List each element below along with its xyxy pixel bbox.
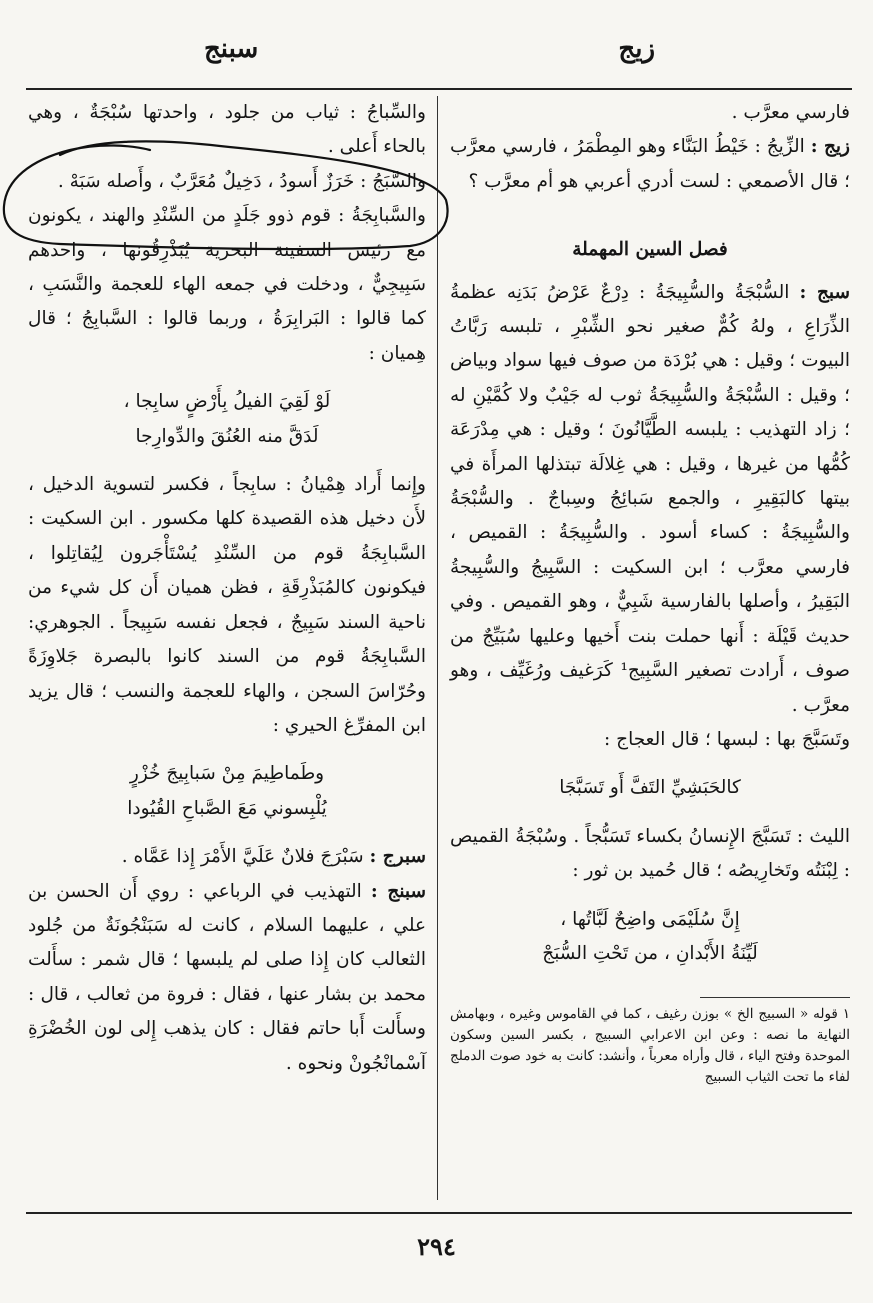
dictionary-entry	[28, 840, 426, 874]
running-header-left: سبنج	[204, 34, 259, 64]
paragraph: والسَّبَجُ : خَرَزٌ أَسودُ ، دَخِيلٌ مُعَرَّبٌ ، وأَصله سَبَهْ .	[57, 170, 426, 192]
footer-rule	[26, 1212, 852, 1214]
dictionary-entry	[450, 130, 850, 199]
dictionary-entry	[450, 276, 850, 723]
entry-text: السُّبْجَةُ والسُّبِيجَةُ : دِرْعٌ عَرْضُ بَدَنِه عظمةُ الذِّرَاعِ ، ولهُ كُمٌّ صغير نحو الشِّبْرِ ، تلبسه رَبَّاتُ البيوت ؛ وقيل : هي بُرْدَة من صوف فيها سواد وبياض ؛ وقيل : السُّبْجَةُ والسُّبِيجَةُ ثوب له جَيْبٌ ولا كُمَّيْنِ له ؛ زاد التهذيب : يلبسه الطَّيَّانُونَ ؛ وقيل : هي مِدْرَعَة كُمُّها من غيرها ، وقيل : هي غِلالَة تبتذلها المرأَة في بيتها كالبَقِيرِ ، والجمع سَبائِجُ وسِباجٌ . والسُّبْجَةُ والسُّبِيجَةُ : كساء أسود . والسُّبِيجَةُ : القميص ، فارسي معرَّب ؛ ابن السكيت : السَّبِيجُ والسُّبِيجةُ البَقِيرُ ، وأصلها بالفارسية شَبِيٌّ ، وهو القميص . وفي حديث قَيْلَة : أَنها حملت بنت أَخيها وعليها سُبَيِّجٌ من صوف ، أَرادت تصغير السَّبِيج¹ كَرَغيف ورُغَيِّف ، وهو معرَّب .	[450, 281, 850, 716]
page-number: ٢٩٤	[417, 1232, 456, 1261]
entry-text: سَبْرَجَ فلانٌ عَلَيَّ الأَمْرَ إِذا عَمَّاه .	[121, 846, 364, 868]
verse-line: كالحَبَشِيِّ التَفَّ أَو تَسَبَّجَا	[559, 777, 741, 799]
running-header-right: زيج	[618, 34, 655, 64]
entry-headword: سبج :	[799, 281, 850, 303]
spacer	[28, 743, 426, 757]
spacer	[450, 889, 850, 903]
entry-text: التهذيب في الرباعي : روي أَن الحسن بن علي ، عليهما السلام ، كانت له سَبَنْجُونَةٌ من جُلود الثعالب كان إِذا صلى لم يلبسها ؛ قال شمر : سأَلت محمد بن بشار عنها ، فقال : فروة من ثعالب ، قال : وسأَلت أَبا حاتم فقال : كان يذهب إِلى لون الخُضْرَةِ آسْمانْجُونْ ونحوه .	[28, 880, 426, 1074]
paragraph: فارسي معرَّب .	[731, 102, 850, 123]
verse-line: يُلْبِسوني مَعَ الصَّباحِ القُيُودا	[127, 797, 327, 819]
right-column	[450, 96, 850, 1088]
spacer	[450, 806, 850, 820]
verse-line: لَوْ لَقِيَ الفيلُ بِأَرْضٍ سابِجا ،	[123, 391, 331, 413]
spacer	[450, 757, 850, 771]
entry-headword: سبرج :	[369, 846, 426, 868]
entry-text: الزِّيجُ : خَيْطُ البَنَّاء وهو المِطْمَرُ ، فارسي معرَّب ؛ قال الأصمعي : لست أدري أعربي هو أم معرَّب ؟	[450, 136, 850, 192]
verse-line: إِنَّ سُلَيْمَى واضِحٌ لَبَّاتُها ،	[560, 908, 740, 930]
column-divider	[437, 96, 438, 1200]
spacer	[28, 371, 426, 385]
left-column	[28, 96, 426, 1081]
footnote-rule	[700, 997, 850, 998]
entry-headword: زيج :	[810, 136, 850, 158]
spacer	[28, 454, 426, 468]
verse-line: وطَماطِيمَ مِنْ سَبابِيجَ خُزْرٍ	[129, 763, 325, 785]
verse-line: لَدَقَّ منه العُنُقَ والدِّوارِجا	[135, 425, 319, 447]
footnote: ١ قوله « السبيج الخ » بوزن رغيف ، كما في القاموس وغيره ، وبهامش النهاية ما نصه : وعن ابن الاعرابي السبيج ، بكسر السين وسكون الموحدة وفتح الياء ، قال وأراه معرباً ، وأنشد: كانت به خود صوت الدملج لفاء ما تحت الثياب السبيج	[450, 1006, 850, 1086]
paragraph: وإِنما أَراد هِمْيانُ : سابِجاً ، فكسر لتسوية الدخيل ، لأَن دخيل هذه القصيدة كلها مكسور . ابن السكيت : السَّبابِجَةُ قوم من السِّنْدِ يُسْتَأْجَرون لِيُقاتِلوا ، فيكونون كالمُبَذْرِقَةِ ، فظن هميان أَن كل شيء من ناحية السند سَبِيجٌ ، فجعل نفسه سَبِيجاً . الجوهري: السَّبابِجَةُ قوم من السند كانوا بالبصرة جَلاوِزَةً وحُرّاسَ السجن ، والهاء للعجمة والنسب ؛ قال يزيد ابن المفرِّغ الحيري :	[28, 474, 426, 736]
spacer	[28, 826, 426, 840]
paragraph: الليث : تَسَبَّجَ الإِنسانُ بكساء تَسَبُّجاً . وسُبْجَةُ القميص : لِبْنَتُه وتَخارِيصُه ؛ قال حُميد بن ثور :	[450, 825, 850, 882]
entry-headword: سبنج :	[370, 880, 426, 902]
paragraph: والسِّباجُ : ثياب من جلود ، واحدتها سُبْجَةٌ ، وهي بالحاء أَعلى .	[28, 102, 426, 158]
paragraph: والسَّبابِجَةُ : قوم ذوو جَلَدٍ من السِّنْدِ والهند ، يكونون مع رئيس السفينة البحرية يُبَذْرِقُونها ، واحدهم سَبِيجِيٌّ ، ودخلت في جمعه الهاء للعجمة والنَّسَبِ ، كما قالوا : البَرابِرَةُ ، وربما قالوا : السَّبابِجُ ؛ قال هِميان :	[28, 205, 426, 364]
paragraph: وتَسَبَّجَ بها : لبسها ؛ قال العجاج :	[604, 728, 850, 750]
header-rule	[26, 88, 852, 90]
section-heading: فصل السين المهملة	[572, 239, 728, 261]
dictionary-entry	[28, 875, 426, 1081]
spacer	[450, 971, 850, 985]
verse-line: لَيِّنَةُ الأَبْدانِ ، من تَحْتِ السُّبَجْ	[542, 942, 758, 964]
